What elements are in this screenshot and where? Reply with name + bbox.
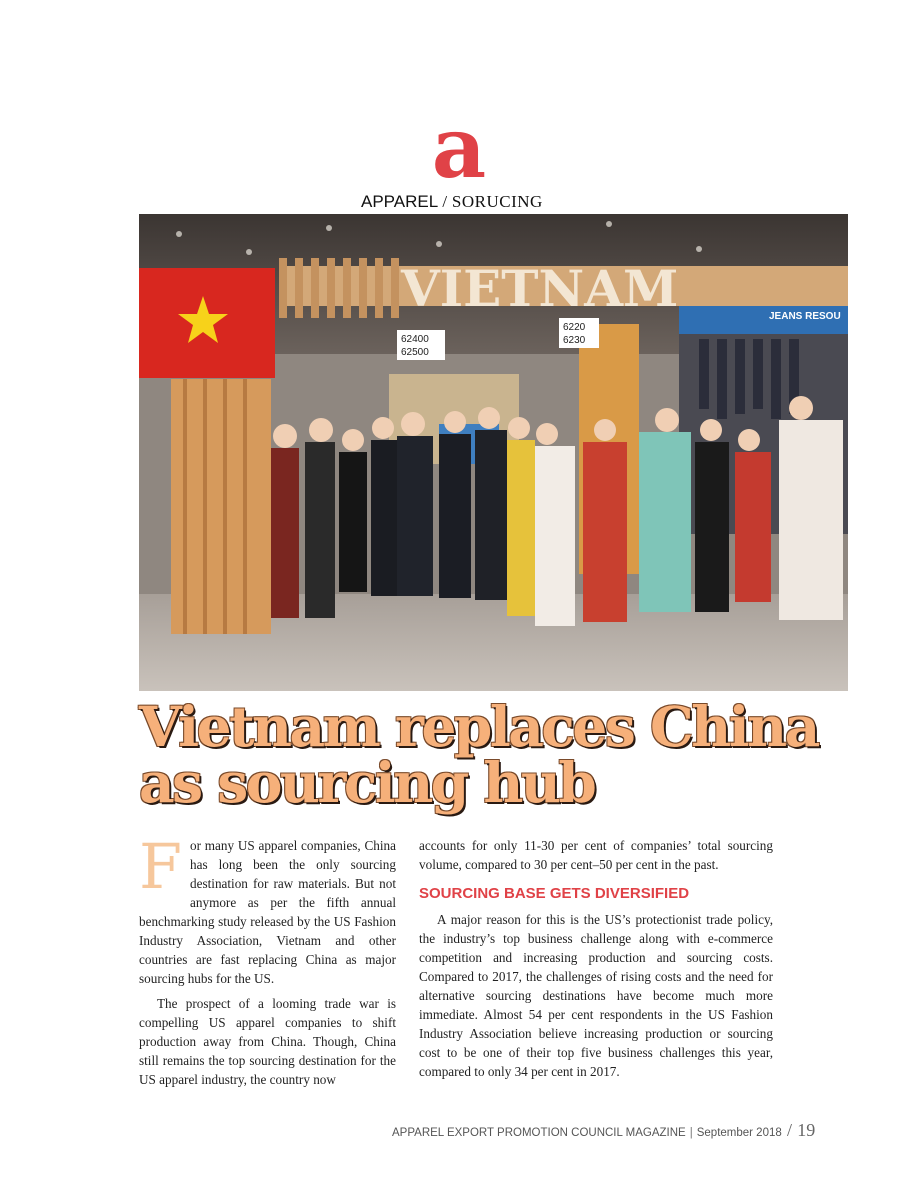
headline-line-2: as sourcing hub — [139, 750, 595, 815]
booth-number: 62400 — [401, 334, 429, 345]
drop-cap: F — [139, 830, 183, 903]
paragraph-1-text: or many US apparel companies, China has long been the only sourcing destination for raw materials. But not anymore as per the fifth annual benchmarking study released by the US Fashion Industry Association, Vietnam and other countries are fast replacing China as major sourcing hubs for the US. — [139, 838, 396, 986]
magazine-logo: a — [431, 98, 487, 197]
section-label — [361, 191, 543, 213]
footer-slash: / — [786, 1120, 792, 1140]
footer-separator: | — [689, 1127, 693, 1139]
section-category: APPAREL — [361, 192, 439, 211]
article-subheading: SOURCING BASE GETS DIVERSIFIED — [419, 885, 690, 902]
trade-show-photo — [139, 214, 848, 691]
booth-number: 6220 — [563, 322, 586, 333]
article-column-right — [419, 836, 773, 1081]
neighbor-booth-sign: JEANS RESOU — [769, 311, 841, 322]
footer-date: September 2018 — [696, 1127, 782, 1139]
page-number: 19 — [797, 1120, 816, 1140]
section-divider: / — [442, 192, 448, 211]
section-subcategory: SORUCING — [451, 192, 543, 211]
booth-sign-vietnam: VIETNAM — [401, 259, 679, 318]
article-paragraph — [419, 910, 773, 1081]
headline — [139, 694, 839, 815]
booth-number: 6230 — [563, 335, 586, 346]
article-column-left — [139, 830, 396, 1089]
paragraph-2-continuation: accounts for only 11-30 per cent of companies’ total sourcing volume, compared to 30 per cent–50 per cent in the past. — [419, 838, 773, 872]
page-footer — [392, 1120, 815, 1143]
paragraph-2-text: The prospect of a looming trade war is compelling US apparel companies to shift production away from China. Though, China still remains the top sourcing destination for the US apparel industry, the country now — [139, 996, 396, 1087]
footer-publication: APPAREL EXPORT PROMOTION COUNCIL MAGAZINE — [392, 1127, 686, 1139]
article-paragraph — [139, 994, 396, 1089]
article-paragraph — [139, 830, 396, 988]
booth-number: 62500 — [401, 347, 429, 358]
headline-line-1: Vietnam replaces China — [139, 694, 818, 759]
paragraph-3-text: A major reason for this is the US’s protectionist trade policy, the industry’s top business challenge along with e-commerce competition and increasing production and sourcing costs. Compared to 2017, the challenges of rising costs and the need for alternative sourcing destinations have become much more immediate. Almost 54 per cent respondents in the US Fashion Industry Association believe increasing production or sourcing cost to be one of their top five business challenges this year, compared to only 34 per cent in 2017. — [419, 912, 773, 1079]
